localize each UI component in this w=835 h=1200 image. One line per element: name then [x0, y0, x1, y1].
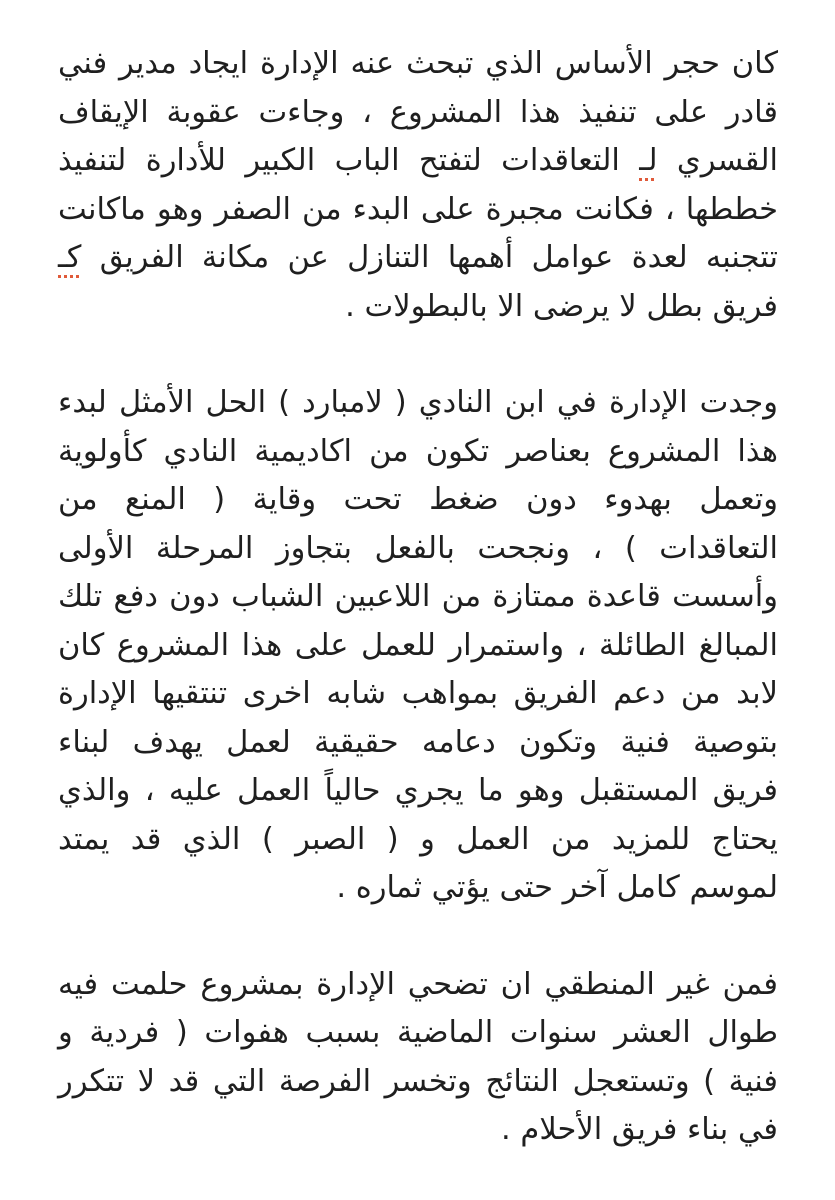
text-line: وجدت الإدارة في ابن النادي ( لامبارد ) الحل الأمثل لبدء — [58, 385, 778, 420]
text-line: تتجنبه لعدة عوامل أهمها التنازل عن مكانة الفريق كـ — [58, 240, 778, 275]
text-line: فريق بطل لا يرضى الا بالبطولات . — [345, 288, 778, 324]
text-line: التعاقدات ) ، ونجحت بالفعل بتجاوز المرحلة الأولى — [58, 530, 778, 566]
text-line: في بناء فريق الأحلام . — [501, 1112, 778, 1147]
text-line: المبالغ الطائلة ، واستمرار للعمل على هذا المشروع كان — [58, 627, 778, 663]
text-line: فريق المستقبل وهو ما يجري حالياً العمل عليه ، والذي — [58, 773, 778, 808]
text-line: وتعمل بهدوء دون ضغط تحت وقاية ( المنع من — [58, 482, 778, 517]
spellcheck-marked-word: لـ — [639, 143, 658, 178]
text-line: قادر على تنفيذ هذا المشروع ، وجاءت عقوبة الإيقاف — [58, 94, 778, 130]
text-line: خططها ، فكانت مجبرة على البدء من الصفر وهو ماكانت — [58, 191, 778, 227]
text-line: هذا المشروع بعناصر تكون من اكاديمية النادي كأولوية — [58, 433, 778, 469]
text-line: كان حجر الأساس الذي تبحث عنه الإدارة ايجاد مدير فني — [58, 46, 778, 81]
text-line: طوال العشر سنوات الماضية بسبب هفوات ( فردية و — [58, 1015, 778, 1050]
text-line: يحتاج للمزيد من العمل و ( الصبر ) الذي قد يمتد — [58, 821, 778, 857]
text-line: فمن غير المنطقي ان تضحي الإدارة بمشروع حلمت فيه — [58, 966, 778, 1002]
article-body — [58, 40, 778, 1155]
text-line: لموسم كامل آخر حتى يؤتي ثماره . — [336, 870, 778, 905]
paragraph-2 — [58, 379, 778, 913]
text-line: فنية ) وتستعجل النتائج وتخسر الفرصة التي قد لا تتكرر — [58, 1063, 778, 1099]
text-line: لابد من دعم الفريق بمواهب شابه اخرى تنتقيها الإدارة — [58, 676, 778, 711]
paragraph-1 — [58, 40, 778, 331]
text-line: بتوصية فنية وتكون دعامه حقيقية لعمل يهدف لبناء — [58, 724, 778, 760]
text-line: وأسست قاعدة ممتازة من اللاعبين الشباب دون دفع تلك — [58, 579, 778, 614]
paragraph-3 — [58, 961, 778, 1155]
text-line: القسري لـ التعاقدات لتفتح الباب الكبير للأدارة لتنفيذ — [58, 143, 778, 178]
spellcheck-marked-word: كـ — [58, 240, 82, 275]
